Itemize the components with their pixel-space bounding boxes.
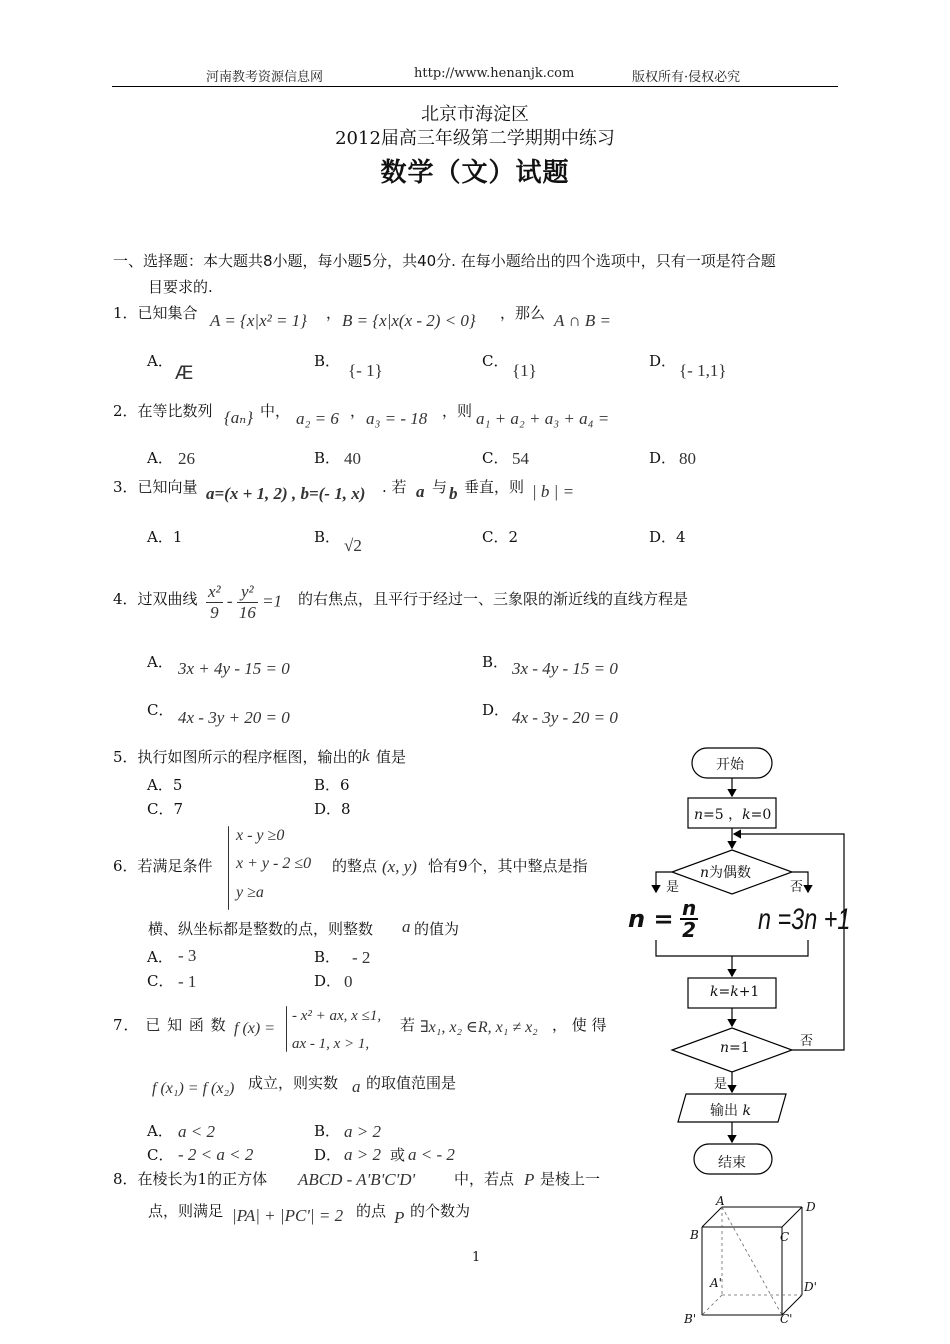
cube-label-d: D xyxy=(806,1200,816,1214)
q7-text: 7． 已 知 函 数 xyxy=(113,1016,227,1034)
cube-label-a: A xyxy=(716,1194,725,1208)
flow-decision2: n=1 xyxy=(720,1040,750,1056)
q1-option-a[interactable]: A． xyxy=(147,352,173,370)
q6-c2: x + y - 2 ≤0 xyxy=(236,855,312,872)
q3-option-b-value: √2 xyxy=(344,536,362,555)
q5-option-b[interactable]: B．6 xyxy=(314,776,350,794)
flow-output: 输出 k xyxy=(710,1103,751,1119)
q6-point: (x, y) xyxy=(382,857,417,876)
q2-t3: ，则 xyxy=(442,402,473,420)
q1-pre: 已知集合 xyxy=(137,304,198,322)
q7-option-a-value: a < 2 xyxy=(178,1122,215,1141)
header-rights: 版权所有·侵权必究 xyxy=(632,70,741,85)
q3-option-c[interactable]: C．2 xyxy=(482,528,519,546)
q8-t1: 中，若点 xyxy=(454,1170,515,1188)
q3-t1: . 若 xyxy=(382,478,407,496)
q4-text: 4．过双曲线 xyxy=(113,590,198,608)
flow-init: n=5 ，k=0 xyxy=(694,807,772,823)
q4-option-c[interactable]: C． xyxy=(147,701,174,719)
title-district: 北京市海淀区 xyxy=(421,104,529,125)
q5-post: 值是 xyxy=(376,748,407,766)
q6-option-b-value: - 2 xyxy=(352,948,371,967)
q6-option-b[interactable]: B． xyxy=(314,948,341,966)
page-number: 1 xyxy=(472,1250,481,1265)
cube-label-c: C xyxy=(780,1230,790,1244)
q7-cond: ∃x₁, x₂ ∈R, x₁ ≠ x₂ xyxy=(420,1019,538,1036)
q3-option-a[interactable]: A．1 xyxy=(147,528,183,546)
cube-label-a1: A' xyxy=(710,1276,722,1290)
q2-a2: a₂ = 6 xyxy=(296,409,339,428)
q7-t1: 若 xyxy=(400,1016,416,1034)
q8-p: P xyxy=(524,1170,535,1189)
q1-comma: ， xyxy=(326,304,342,322)
flow-left-assign: n = xyxy=(628,905,674,933)
q1-option-c-value: {1} xyxy=(512,361,537,380)
q6-line2: 横、纵坐标都是整数的点，则整数 xyxy=(148,920,374,938)
q6-c1: x - y ≥0 xyxy=(236,827,285,844)
q2-option-c[interactable]: C． xyxy=(482,449,509,467)
cube-label-d1: D' xyxy=(804,1280,817,1294)
q5-option-c[interactable]: C．7 xyxy=(147,800,184,818)
flow-end: 结束 xyxy=(718,1155,746,1171)
q3-t3: 垂直，则 xyxy=(464,478,525,496)
q2-option-d[interactable]: D． xyxy=(649,449,677,467)
q8-cond: |PA| + |PC'| = 2 xyxy=(232,1206,344,1225)
q5-var: k xyxy=(362,746,370,765)
q4-post: 的右焦点，且平行于经过一、三象限的渐近线的直线方程是 xyxy=(298,590,689,608)
q6-option-d-value: 0 xyxy=(344,972,353,991)
q7-case2: ax - 1, x > 1, xyxy=(292,1036,370,1052)
title-exam: 2012届高三年级第二学期期中练习 xyxy=(335,128,615,149)
q1-option-c[interactable]: C． xyxy=(482,352,509,370)
q1-text xyxy=(113,302,198,323)
q8-t2: 是棱上一 xyxy=(540,1170,601,1188)
q2-t1: 中， xyxy=(260,402,291,420)
q7-brace xyxy=(286,1006,287,1052)
q7-option-d[interactable]: D． xyxy=(314,1146,342,1164)
q6-var: a xyxy=(402,917,411,936)
q3-option-d[interactable]: D．4 xyxy=(649,528,686,546)
q2-option-a[interactable]: A． xyxy=(147,449,173,467)
q7-option-b[interactable]: B． xyxy=(314,1122,341,1140)
q3-option-b[interactable]: B． xyxy=(314,528,341,546)
q7-line2a: f (x₁) = f (x₂) xyxy=(152,1080,235,1097)
q2-t2: ， xyxy=(350,402,366,420)
q6-text: 6．若满足条件 xyxy=(113,857,213,875)
section-heading-cont: 目要求的. xyxy=(148,278,213,296)
q6-line2post: 的值为 xyxy=(414,920,460,938)
q5-option-d[interactable]: D．8 xyxy=(314,800,351,818)
header-url[interactable]: http://www.henanjk.com xyxy=(414,66,575,81)
flow-yes1: 是 xyxy=(666,880,680,895)
q2-seq: {aₙ} xyxy=(224,408,253,427)
q1-set-b: B = {x|x(x - 2) < 0} xyxy=(342,311,476,330)
q7-option-d-second: a < - 2 xyxy=(408,1145,455,1164)
q3-text: 3．已知向量 xyxy=(113,478,198,496)
q1-option-b[interactable]: B． xyxy=(314,352,341,370)
q8-p2: P xyxy=(394,1208,405,1227)
q6-mid: 的整点 xyxy=(332,857,378,875)
q2-option-d-value: 80 xyxy=(679,449,696,468)
q4-hyperbola: $\frac{\text{x²}}{9}$ - $\frac{\text{y²}}{16}$ =1 xyxy=(208,582,283,622)
flow-start: 开始 xyxy=(716,757,744,773)
q8-text: 8．在棱长为1的正方体 xyxy=(113,1170,268,1188)
q6-post: 恰有9个，其中整点是指 xyxy=(428,857,588,875)
q2-text: 2．在等比数列 xyxy=(113,402,213,420)
q6-brace xyxy=(228,826,229,910)
q8-line2b: 的点 xyxy=(356,1202,387,1220)
q7-t2: ， 使 得 xyxy=(552,1016,607,1034)
flow-right-assign: n =3n +1 xyxy=(758,903,851,936)
q2-option-b[interactable]: B． xyxy=(314,449,341,467)
q6-option-a[interactable]: A． xyxy=(147,948,173,966)
q2-option-c-value: 54 xyxy=(512,449,529,468)
cube-label-c1: C' xyxy=(780,1312,793,1326)
q8-line2c: 的个数为 xyxy=(410,1202,471,1220)
q1-set-a: A = {x|x² = 1} xyxy=(210,311,307,330)
flow-update: k=k+1 xyxy=(710,984,760,1000)
q2-option-b-value: 40 xyxy=(344,449,361,468)
q7-option-c[interactable]: C． xyxy=(147,1146,174,1164)
flow-decision1: n为偶数 xyxy=(700,865,752,881)
header-site: 河南教考资源信息网 xyxy=(206,70,324,85)
q4-option-c-value: 4x - 3y + 20 = 0 xyxy=(178,708,290,727)
flow-yes2: 是 xyxy=(714,1077,728,1092)
header-divider xyxy=(112,86,838,87)
q6-c3: y ≥a xyxy=(236,884,264,901)
q3-t2: 与 xyxy=(432,478,448,496)
q7-fx: f (x) = xyxy=(234,1020,275,1037)
q7-option-d-value: a > 2 xyxy=(344,1145,381,1164)
q1-mid: ，那么 xyxy=(500,304,546,322)
q2-expr: a₁ + a₂ + a₃ + a₄ = xyxy=(476,409,610,428)
q6-option-d[interactable]: D． xyxy=(314,972,342,990)
q2-option-a-value: 26 xyxy=(178,449,195,468)
q4-option-b[interactable]: B． xyxy=(482,653,509,671)
section-heading: 一、选择题：本大题共8小题，每小题5分，共40分. 在每小题给出的四个选项中，只有一项是符合题 xyxy=(113,252,776,270)
q7-option-c-value: - 2 < a < 2 xyxy=(178,1145,254,1164)
q1-option-b-value: {- 1} xyxy=(348,361,383,380)
q7-line2b: 成立，则实数 xyxy=(248,1074,339,1092)
q8-cube: ABCD - A'B'C'D' xyxy=(298,1170,416,1189)
flow-left-frac: n 2 xyxy=(682,896,697,942)
cube-label-b: B xyxy=(690,1228,699,1242)
q3-expr: | b | = xyxy=(532,482,575,501)
q6-option-c[interactable]: C． xyxy=(147,972,174,990)
q7-case1: - x² + ax, x ≤1, xyxy=(292,1008,382,1024)
page-title: 数学（文）试题 xyxy=(380,158,570,188)
cube-label-b1: B' xyxy=(684,1312,697,1326)
q3-vectors: a=(x + 1, 2) , b=(- 1, x) xyxy=(206,484,366,503)
q5-text: 5．执行如图所示的程序框图，输出的 xyxy=(113,748,363,766)
q1-option-a-value: Æ xyxy=(175,362,194,384)
flow-no1: 否 xyxy=(790,880,804,895)
q8-line2a: 点，则满足 xyxy=(148,1202,224,1220)
q7-option-b-value: a > 2 xyxy=(344,1122,381,1141)
q6-option-a-value: - 3 xyxy=(178,946,197,965)
q7-option-d-or: 或 xyxy=(390,1146,406,1164)
q4-option-d-value: 4x - 3y - 20 = 0 xyxy=(512,708,618,727)
q2-a3: a₃ = - 18 xyxy=(366,409,428,428)
q1-option-d-value: {- 1,1} xyxy=(679,361,727,380)
q1-option-d[interactable]: D． xyxy=(649,352,677,370)
q1-expr: A ∩ B = xyxy=(554,311,611,330)
q3-vb: b xyxy=(449,484,458,503)
q7-line2c: 的取值范围是 xyxy=(366,1074,457,1092)
q1-number: 1． xyxy=(113,304,138,322)
flow-no2: 否 xyxy=(800,1034,814,1049)
q7-var: a xyxy=(352,1077,361,1096)
q7-option-a[interactable]: A． xyxy=(147,1122,173,1140)
q6-option-c-value: - 1 xyxy=(178,972,197,991)
q3-va: a xyxy=(416,482,425,501)
q4-option-d[interactable]: D． xyxy=(482,701,510,719)
q4-option-a[interactable]: A． xyxy=(147,653,173,671)
q4-option-b-value: 3x - 4y - 15 = 0 xyxy=(512,659,618,678)
q5-option-a[interactable]: A．5 xyxy=(147,776,183,794)
q4-option-a-value: 3x + 4y - 15 = 0 xyxy=(178,659,290,678)
